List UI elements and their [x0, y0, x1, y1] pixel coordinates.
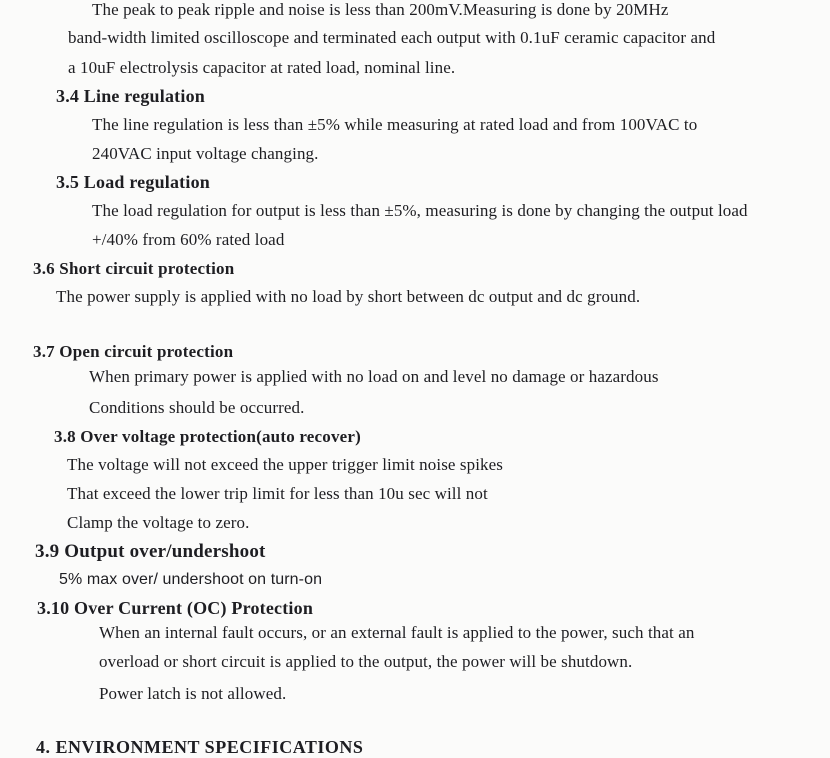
section-3-8-heading: 3.8 Over voltage protection(auto recover) [54, 427, 362, 446]
section-3-6-heading: 3.6 Short circuit protection [33, 259, 235, 278]
section-3-5-line-1: The load regulation for output is less than ±5%, measuring is done by changing the output load [92, 201, 748, 220]
section-3-5-heading: 3.5 Load regulation [56, 172, 210, 192]
section-3-10-line-1: When an internal fault occurs, or an external fault is applied to the power, such that an [99, 623, 695, 642]
section-3-10-line-2: overload or short circuit is applied to the output, the power will be shutdown. [99, 652, 633, 671]
intro-line-2: band-width limited oscilloscope and terminated each output with 0.1uF ceramic capacitor and [68, 28, 716, 47]
section-3-7-heading: 3.7 Open circuit protection [33, 342, 234, 361]
intro-line-1: The peak to peak ripple and noise is less than 200mV.Measuring is done by 20MHz [92, 0, 669, 19]
section-3-8-line-3: Clamp the voltage to zero. [67, 513, 250, 532]
section-4-heading: 4. ENVIRONMENT SPECIFICATIONS [36, 737, 364, 757]
section-3-7-line-2: Conditions should be occurred. [89, 398, 305, 417]
section-3-4-heading: 3.4 Line regulation [56, 86, 205, 106]
section-3-5-line-2: +/40% from 60% rated load [92, 230, 285, 249]
section-3-10-line-3: Power latch is not allowed. [99, 684, 287, 703]
section-3-4-line-2: 240VAC input voltage changing. [92, 144, 319, 163]
section-3-10-heading: 3.10 Over Current (OC) Protection [37, 598, 314, 618]
section-3-9-heading: 3.9 Output over/undershoot [35, 541, 266, 562]
section-3-4-line-1: The line regulation is less than ±5% while measuring at rated load and from 100VAC to [92, 115, 698, 134]
section-3-6-line-1: The power supply is applied with no load by short between dc output and dc ground. [56, 287, 641, 306]
section-3-8-line-1: The voltage will not exceed the upper trigger limit noise spikes [67, 455, 504, 474]
intro-line-3: a 10uF electrolysis capacitor at rated load, nominal line. [68, 58, 456, 77]
section-3-7-line-1: When primary power is applied with no load on and level no damage or hazardous [89, 367, 659, 386]
section-3-8-line-2: That exceed the lower trip limit for less than 10u sec will not [67, 484, 488, 503]
section-3-9-line-1: 5% max over/ undershoot on turn-on [59, 571, 323, 588]
